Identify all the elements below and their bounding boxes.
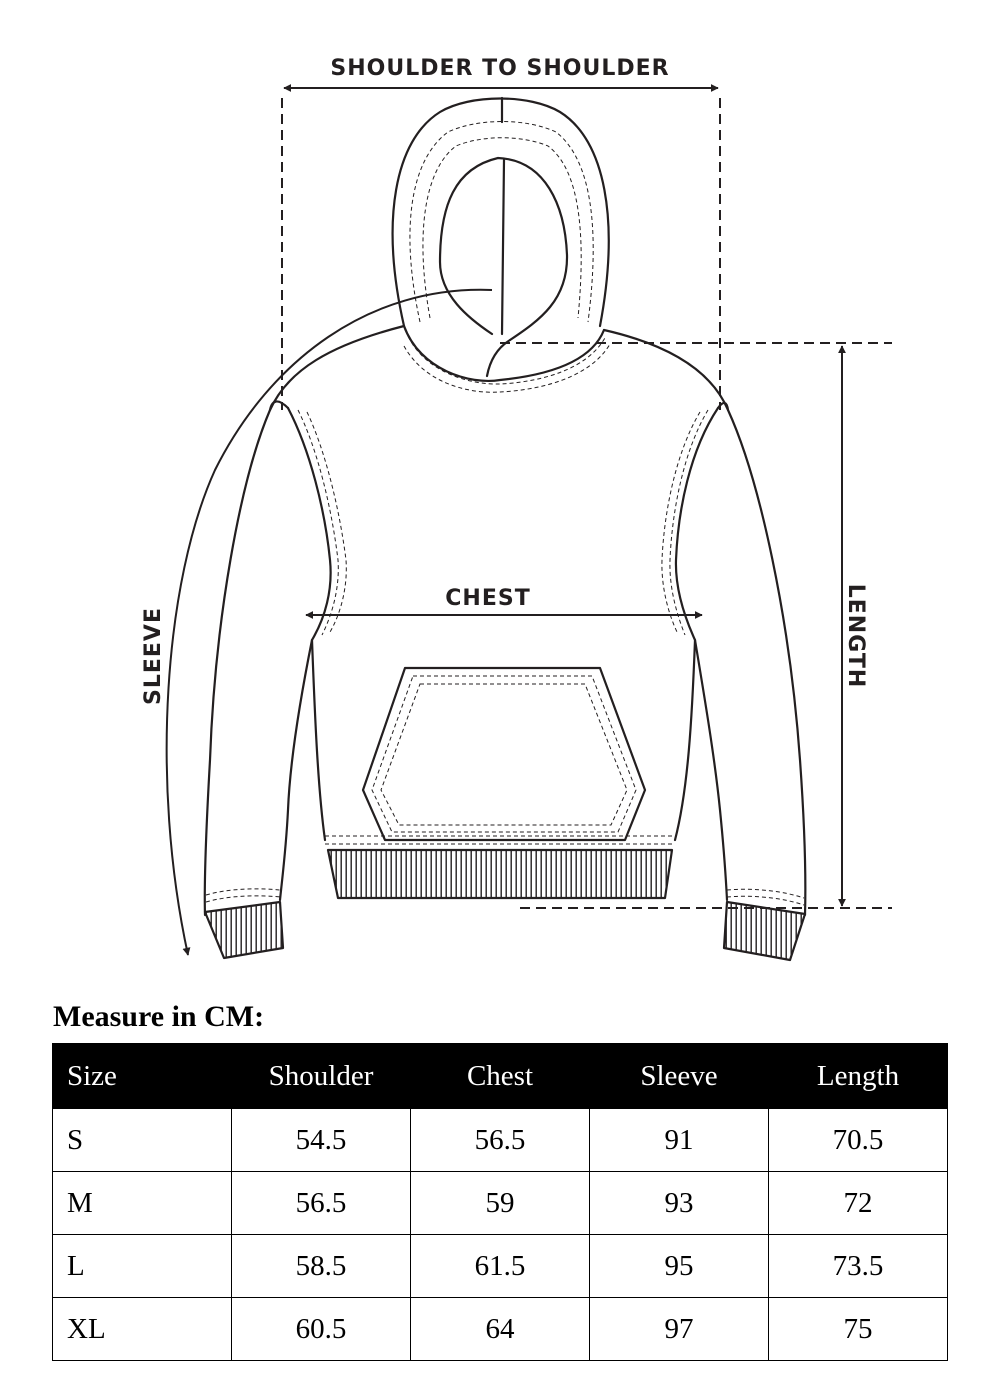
right-sleeve-outer [604,330,805,915]
cell-shoulder: 54.5 [232,1109,411,1172]
body-left-side [288,408,331,840]
sleeve-label: SLEEVE [141,607,166,705]
cell-sleeve: 95 [590,1235,769,1298]
right-cuff [724,902,805,960]
cell-size: L [53,1235,232,1298]
table-row [53,1172,948,1235]
table-header-row [53,1044,948,1109]
length-label: LENGTH [843,583,868,689]
body-right-side [675,408,718,840]
cell-length: 75 [769,1298,948,1361]
measure-caption: Measure in CM: [53,1000,265,1033]
cell-chest: 64 [411,1298,590,1361]
right-sleeve-inner [695,640,727,900]
header-sleeve: Sleeve [590,1044,769,1109]
cell-sleeve: 97 [590,1298,769,1361]
hoodie-outline [205,98,806,915]
cell-shoulder: 60.5 [232,1298,411,1361]
cell-chest: 61.5 [411,1235,590,1298]
header-length: Length [769,1044,948,1109]
left-cuff [205,902,283,958]
cell-size: M [53,1172,232,1235]
chest-label: CHEST [445,586,531,611]
header-shoulder: Shoulder [232,1044,411,1109]
cell-chest: 59 [411,1172,590,1235]
rib-bands [205,850,805,960]
table-row [53,1235,948,1298]
cell-length: 70.5 [769,1109,948,1172]
left-sleeve-outer [205,326,404,915]
cell-chest: 56.5 [411,1109,590,1172]
stitching [206,122,804,906]
cell-length: 72 [769,1172,948,1235]
shoulder-label: SHOULDER TO SHOULDER [330,56,670,81]
header-chest: Chest [411,1044,590,1109]
left-sleeve-inner [280,640,312,900]
cell-shoulder: 58.5 [232,1235,411,1298]
table-row [53,1109,948,1172]
kangaroo-pocket [363,668,645,840]
waistband [328,850,672,898]
cell-sleeve: 91 [590,1109,769,1172]
table-row [53,1298,948,1361]
cell-shoulder: 56.5 [232,1172,411,1235]
cell-size: S [53,1109,232,1172]
cell-sleeve: 93 [590,1172,769,1235]
header-size: Size [53,1044,232,1109]
cell-length: 73.5 [769,1235,948,1298]
neckline [404,326,604,381]
cell-size: XL [53,1298,232,1361]
size-chart-table [52,1043,948,1361]
